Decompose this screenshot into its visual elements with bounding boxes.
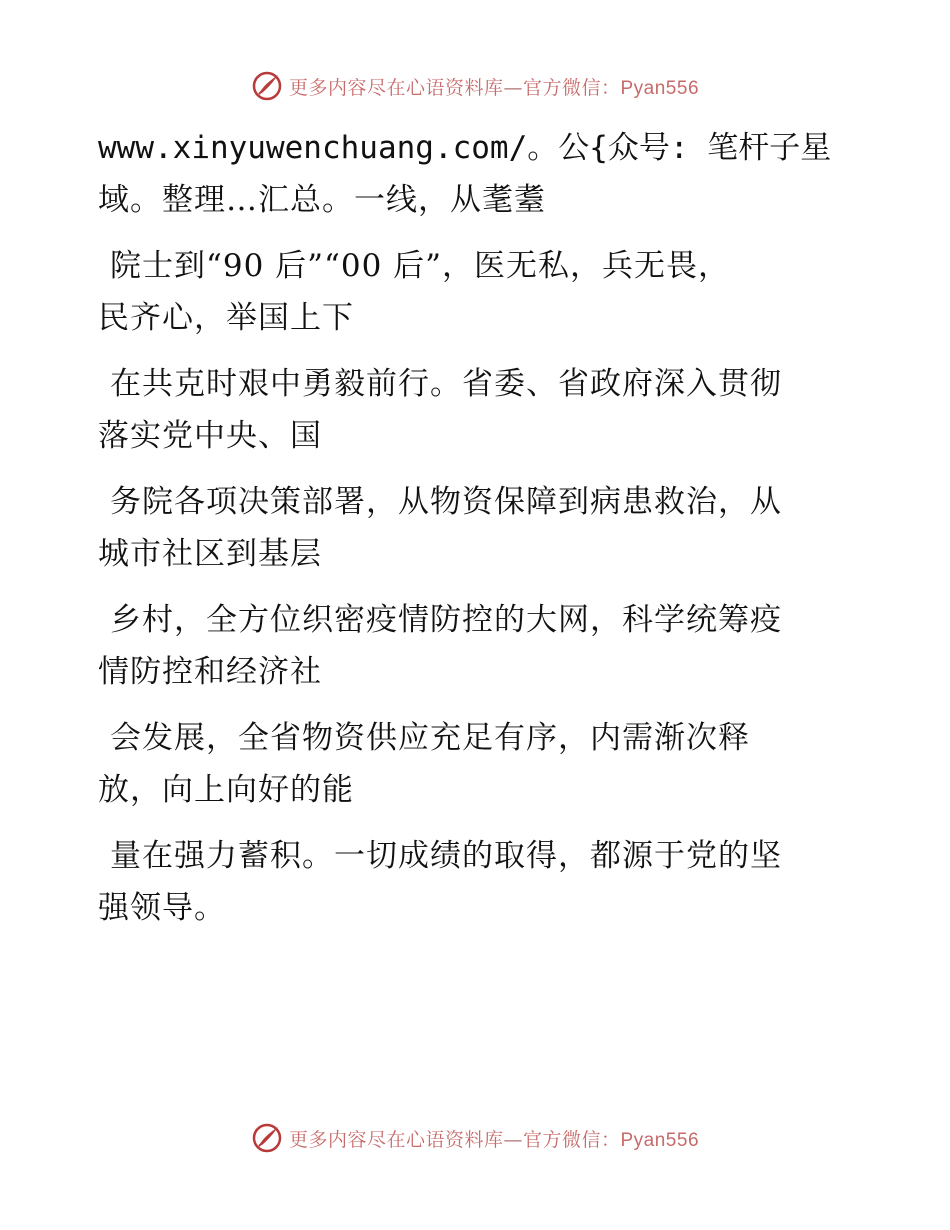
footer-banner [0, 1122, 950, 1154]
paragraph-2 [98, 240, 858, 344]
paragraph-1 [98, 122, 858, 226]
text-line: 务院各项决策部署，从物资保障到病患救治，从 [110, 484, 782, 520]
paragraph-7 [98, 830, 858, 934]
banner-title: 更多内容尽在心语资料库 [288, 1128, 504, 1151]
paragraph-3 [98, 358, 858, 462]
paragraph-6 [98, 712, 858, 816]
banner-text [289, 1125, 699, 1152]
text-line: 放，向上向好的能 [98, 772, 354, 808]
banner-separator: — [503, 1128, 523, 1151]
text-line: 落实党中央、国 [98, 418, 322, 454]
paragraph-4 [98, 476, 858, 580]
text-line: 乡村，全方位织密疫情防控的大网，科学统筹疫 [110, 602, 782, 638]
text-line: 城市社区到基层 [98, 536, 322, 572]
header-banner [0, 70, 950, 102]
wechat-id: Pyan556 [620, 1129, 700, 1151]
text-line: 院士到“90 后”“00 后”，医无私，兵无畏， [110, 248, 730, 284]
banner-title: 更多内容尽在心语资料库 [288, 76, 504, 99]
text-line: 情防控和经济社 [98, 654, 322, 690]
wechat-id: Pyan556 [620, 77, 700, 99]
text-line: 在共克时艰中勇毅前行。省委、省政府深入贯彻 [110, 366, 782, 402]
feather-seal-icon [251, 70, 283, 102]
text-line: 强领导。 [98, 890, 226, 926]
text-line: 量在强力蓄积。一切成绩的取得，都源于党的坚 [110, 838, 782, 874]
feather-seal-icon [251, 1122, 283, 1154]
wechat-label: 官方微信： [522, 76, 621, 99]
text-line: 会发展，全省物资供应充足有序，内需渐次释 [110, 720, 750, 756]
document-body [98, 122, 858, 948]
banner-text [289, 73, 699, 100]
paragraph-5 [98, 594, 858, 698]
text-line: 民齐心，举国上下 [98, 300, 354, 336]
banner-separator: — [503, 76, 523, 99]
text-line: www.xinyuwenchuang.com/。公{众号: 笔杆子星 [98, 130, 832, 166]
text-line: 域。整理…汇总。一线，从耄耋 [98, 182, 546, 218]
wechat-label: 官方微信： [522, 1128, 621, 1151]
